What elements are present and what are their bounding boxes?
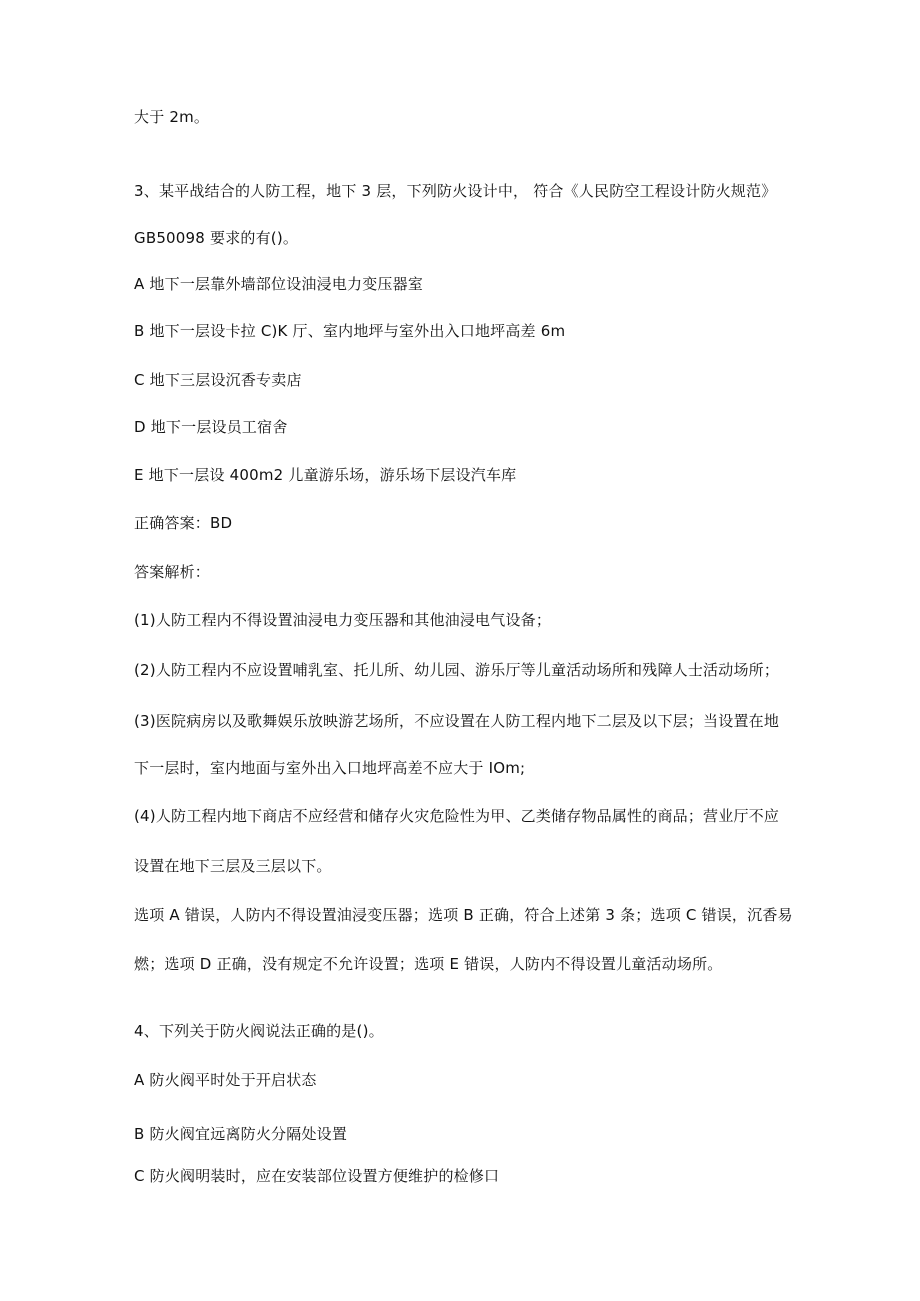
option-b: B 地下一层设卡拉 C)K 厅、室内地坪与室外出入口地坪高差 6m (134, 322, 566, 340)
option-d: D 地下一层设员工宿舍 (134, 418, 288, 436)
q4-option-a: A 防火阀平时处于开启状态 (134, 1071, 317, 1089)
analysis-item-4: (4)人防工程内地下商店不应经营和储存火灾危险性为甲、乙类储存物品属性的商品；营业厅不应 (134, 807, 780, 825)
option-explanation-continued: 燃；选项 D 正确，没有规定不允许设置；选项 E 错误，人防内不得设置儿童活动场所。 (134, 955, 723, 973)
analysis-item-1: (1)人防工程内不得设置油浸电力变压器和其他油浸电气设备； (134, 611, 552, 629)
option-c: C 地下三层设沉香专卖店 (134, 371, 302, 389)
analysis-item-4-continued: 设置在地下三层及三层以下。 (134, 857, 332, 875)
question-4-stem: 4、下列关于防火阀说法正确的是()。 (134, 1022, 384, 1040)
correct-answer: 正确答案：BD (134, 514, 233, 532)
option-explanation: 选项 A 错误，人防内不得设置油浸变压器；选项 B 正确，符合上述第 3 条；选项 C 错误，沉香易 (134, 906, 793, 924)
analysis-item-3-continued: 下一层时，室内地面与室外出入口地坪高差不应大于 IOm; (134, 759, 526, 777)
text-line: 大于 2m。 (134, 108, 210, 126)
option-e: E 地下一层设 400m2 儿童游乐场，游乐场下层设汽车库 (134, 466, 517, 484)
option-a: A 地下一层靠外墙部位设油浸电力变压器室 (134, 275, 424, 293)
analysis-item-2: (2)人防工程内不应设置哺乳室、托儿所、幼儿园、游乐厅等儿童活动场所和残障人士活动场所； (134, 661, 780, 679)
q4-option-b: B 防火阀宜远离防火分隔处设置 (134, 1125, 348, 1143)
question-3-stem-continued: GB50098 要求的有()。 (134, 229, 299, 247)
question-3-stem: 3、某平战结合的人防工程，地下 3 层，下列防火设计中， 符合《人民防空工程设计防火规范》 (134, 182, 777, 200)
analysis-item-3: (3)医院病房以及歌舞娱乐放映游艺场所，不应设置在人防工程内地下二层及以下层；当设置在地 (134, 712, 780, 730)
answer-analysis-heading: 答案解析： (134, 563, 211, 581)
q4-option-c: C 防火阀明装时，应在安装部位设置方便维护的检修口 (134, 1167, 500, 1185)
